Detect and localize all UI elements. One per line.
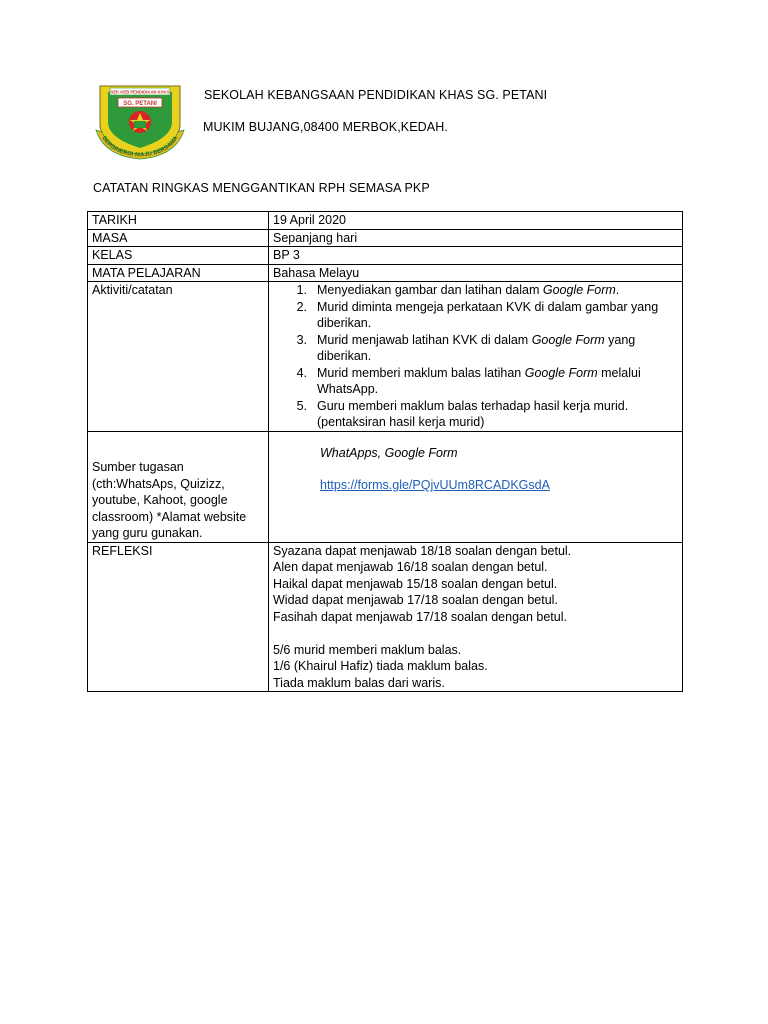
refleksi-line: Widad dapat menjawab 17/18 soalan dengan betul. (273, 593, 558, 607)
refleksi-line: Haikal dapat menjawab 15/18 soalan dengan betul. (273, 576, 558, 591)
table-row-aktiviti (88, 282, 683, 432)
refleksi-summary-line: 1/6 (Khairul Hafiz) tiada maklum balas. (273, 659, 488, 673)
activity-text: Guru memberi maklum balas terhadap hasil kerja murid. (pentaksiran hasil kerja murid) (317, 398, 629, 429)
refleksi-line: Fasihah dapat menjawab 17/18 soalan dengan betul. (273, 609, 567, 624)
list-item (273, 398, 670, 431)
refleksi-line: Alen dapat menjawab 16/18 soalan dengan betul. (273, 560, 548, 574)
list-item (273, 299, 670, 332)
sources-block (273, 432, 678, 494)
document-title: CATATAN RINGKAS MENGGANTIKAN RPH SEMASA PKP (93, 181, 430, 195)
activity-number: 2 . (273, 299, 317, 332)
table-row-mata-pelajaran (88, 264, 683, 282)
tarikh-label: TARIKH (88, 212, 269, 230)
logo-emblem-book (134, 121, 146, 128)
activity-number: 3 . (273, 332, 317, 365)
mata-pelajaran-value: Bahasa Melayu (269, 264, 683, 282)
list-item (273, 365, 670, 398)
activity-number: 4 . (273, 365, 317, 398)
refleksi-summary-line: Tiada maklum balas dari waris. (273, 675, 445, 690)
table-row-refleksi (88, 542, 683, 692)
sumber-tools: WhatApps, Google Form (320, 445, 458, 460)
kelas-value: BP 3 (269, 247, 683, 265)
list-item (273, 282, 670, 299)
sumber-label (88, 431, 269, 542)
activity-list (273, 282, 678, 431)
refleksi-value (269, 542, 683, 692)
aktiviti-value (269, 282, 683, 432)
school-address: MUKIM BUJANG,08400 MERBOK,KEDAH. (203, 120, 448, 134)
tarikh-value: 19 April 2020 (269, 212, 683, 230)
logo-motto-text: BERSINERGI MAJU BERSAMA (100, 135, 180, 159)
mata-pelajaran-label: MATA PELAJARAN (88, 264, 269, 282)
refleksi-label: REFLEKSI (88, 542, 269, 692)
aktiviti-label: Aktiviti/catatan (88, 282, 269, 432)
sumber-value (269, 431, 683, 542)
table-row-masa (88, 229, 683, 247)
activity-text: Murid menjawab latihan KVK di dalam Google Form yang diberikan. (317, 332, 636, 363)
sumber-label-text: Sumber tugasan (cth:WhatsAps, Quizizz, youtube, Kahoot, google classroom) *Alamat website yang guru gunakan. (92, 460, 247, 540)
school-name: SEKOLAH KEBANGSAAN PENDIDIKAN KHAS SG. PETANI (204, 88, 548, 102)
masa-label: MASA (88, 229, 269, 247)
logo-school-text: SG. PETANI (123, 101, 157, 107)
activity-text: Murid memberi maklum balas latihan Google Form melalui WhatsApp. (317, 365, 641, 396)
table-row-tarikh (88, 212, 683, 230)
activity-number: 1 . (273, 282, 317, 299)
table-row-kelas (88, 247, 683, 265)
activity-text: Menyediakan gambar dan latihan dalam Google Form. (317, 283, 620, 297)
refleksi-summary-line: 5/6 murid memberi maklum balas. (273, 642, 462, 657)
activity-text: Murid diminta mengeja perkataan KVK di dalam gambar yang diberikan. (317, 299, 659, 330)
table-row-sumber (88, 431, 683, 542)
rph-table (87, 211, 683, 692)
refleksi-line: Syazana dapat menjawab 18/18 soalan dengan betul. (273, 543, 572, 558)
list-item (273, 332, 670, 365)
refleksi-spacer (273, 625, 678, 642)
google-form-link[interactable]: https://forms.gle/PQjvUUm8RCADKGsdA (320, 478, 550, 492)
masa-value: Sepanjang hari (269, 229, 683, 247)
activity-number: 5 . (273, 398, 317, 431)
logo-top-text: SEK KEB PENDIDIKAN KHAS (110, 89, 170, 95)
kelas-label: KELAS (88, 247, 269, 265)
school-logo (92, 80, 188, 160)
